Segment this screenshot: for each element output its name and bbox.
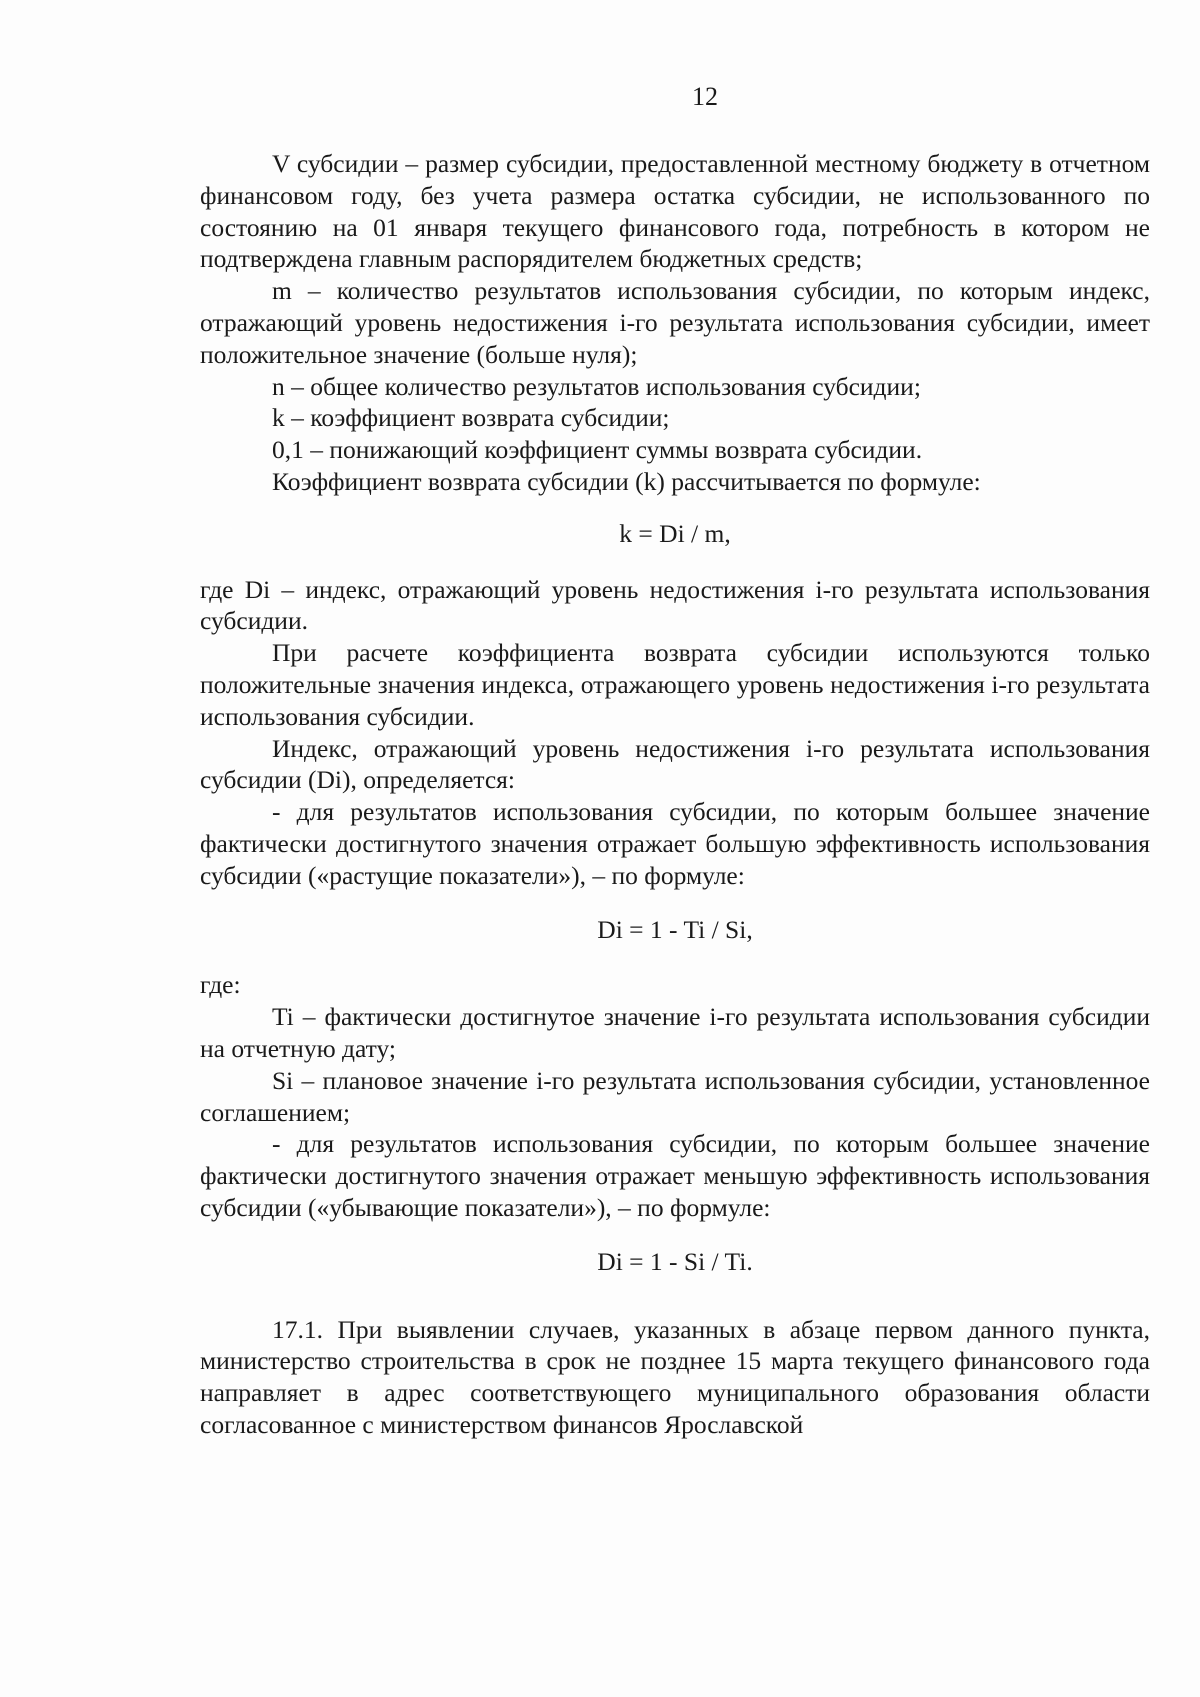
- paragraph-17-1: 17.1. При выявлении случаев, указанных в абзаце первом данного пункта, министерство строительства в срок не позднее 15 марта текущего финансового года направляет в адрес соответствующего муниципального образования области согласованное с министерством финансов Ярославской: [200, 1314, 1150, 1439]
- paragraph-m-definition: m – количество результатов использования субсидии, по которым индекс, отражающий уровень недостижения i-го результата использования субсидии, имеет положительное значение (больше нуля);: [200, 276, 1150, 369]
- formula-di-decreasing: Di = 1 - Si / Ti.: [597, 1246, 753, 1276]
- paragraph-n-definition: n – общее количество результатов использования субсидии;: [272, 371, 921, 401]
- paragraph-growing-indicators: - для результатов использования субсидии, по которым большее значение фактически достигнутого значения отражает большую эффективность использования субсидии («растущие показатели»), – по формуле:: [200, 797, 1150, 890]
- paragraph-where: где:: [200, 970, 241, 1000]
- paragraph-v-subsidy: V субсидии – размер субсидии, предоставленной местному бюджету в отчетном финансовом году, без учета размера остатка субсидии, не использованного по состоянию на 01 января текущего финансового года, потребность в котором не подтверждена главным распорядителем бюджетных средств;: [200, 149, 1150, 274]
- formula-k: k = Di / m,: [619, 518, 731, 548]
- paragraph-di-definition: где Di – индекс, отражающий уровень недостижения i-го результата использования субсидии.: [200, 574, 1150, 636]
- paragraph-coefficient-definition: 0,1 – понижающий коэффициент суммы возврата субсидии.: [272, 435, 923, 465]
- formula-di-growing: Di = 1 - Ti / Si,: [597, 914, 753, 944]
- paragraph-k-formula-intro: Коэффициент возврата субсидии (k) рассчитывается по формуле:: [272, 466, 981, 496]
- paragraph-decreasing-indicators: - для результатов использования субсидии, по которым большее значение фактически достигнутого значения отражает меньшую эффективность использования субсидии («убывающие показатели»), – по формуле:: [200, 1129, 1150, 1222]
- paragraph-di-determined: Индекс, отражающий уровень недостижения i-го результата использования субсидии (Di), определяется:: [200, 733, 1150, 795]
- paragraph-ti-definition: Ti – фактически достигнутое значение i-го результата использования субсидии на отчетную дату;: [200, 1002, 1150, 1063]
- document-body: [200, 148, 1150, 1441]
- paragraph-k-definition: k – коэффициент возврата субсидии;: [272, 403, 670, 433]
- paragraph-positive-values: При расчете коэффициента возврата субсидии используются только положительные значения индекса, отражающего уровень недостижения i-го результата использования субсидии.: [200, 638, 1150, 731]
- page-number: 12: [692, 82, 718, 111]
- paragraph-si-definition: Si – плановое значение i-го результата использования субсидии, установленное соглашением;: [200, 1065, 1150, 1127]
